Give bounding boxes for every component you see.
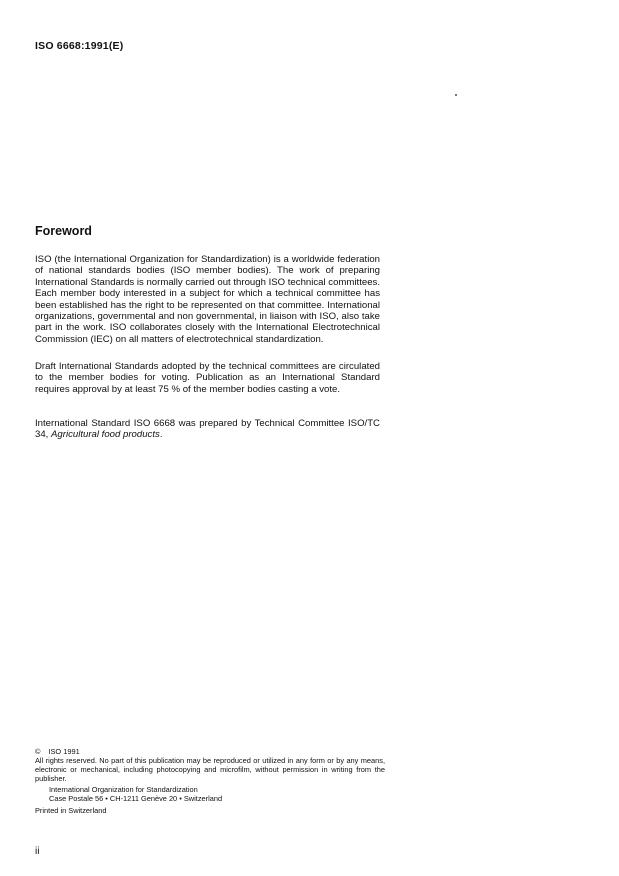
foreword-paragraph-3 — [35, 418, 380, 441]
foreword-paragraph-1: ISO (the International Organization for Standardization) is a worldwide federation of national standards bodies (ISO member bodies). The work of preparing International Standards is normally carried out through ISO technical committees. Each member body interested in a subject for which a technical committee has been established has the right to be represented on that committee. International organizations, governmental and non governmental, in liaison with ISO, also take part in the work. ISO collaborates closely with the International Electrotechnical Commission (IEC) on all matters of electrotechnical standardization. — [35, 254, 381, 345]
document-id-header: ISO 6668:1991(E) — [35, 40, 124, 52]
paragraph-3-end: . — [159, 429, 163, 441]
scan-speck — [455, 94, 457, 96]
paragraph-3-text: International Standard ISO 6668 was prepared by Technical Committee ISO/TC 34, — [35, 418, 380, 441]
foreword-paragraph-2: Draft International Standards adopted by the technical committees are circulated to the member bodies for voting. Publication as an International Standard requires approval by at least 75 % of the member bodies casting a vote. — [35, 361, 380, 395]
page-number: ii — [35, 846, 40, 857]
publisher-postal-address: Case Postale 56 • CH-1211 Genève 20 • Switzerland — [49, 794, 223, 803]
publisher-name: International Organization for Standardization — [49, 785, 198, 794]
rights-statement: All rights reserved. No part of this publication may be reproduced or utilized in any form or by any means, electronic or mechanical, including photocopying and microfilm, without permission in writing from the publisher. — [35, 756, 385, 783]
copyright-block — [35, 747, 385, 815]
foreword-heading: Foreword — [35, 224, 92, 238]
committee-title: Agricultural food products — [51, 429, 160, 441]
copyright-symbol: © — [35, 747, 41, 756]
copyright-line — [35, 747, 385, 756]
copyright-year: ISO 1991 — [48, 747, 80, 756]
printed-in: Printed in Switzerland — [35, 806, 107, 815]
publisher-address — [49, 785, 385, 803]
